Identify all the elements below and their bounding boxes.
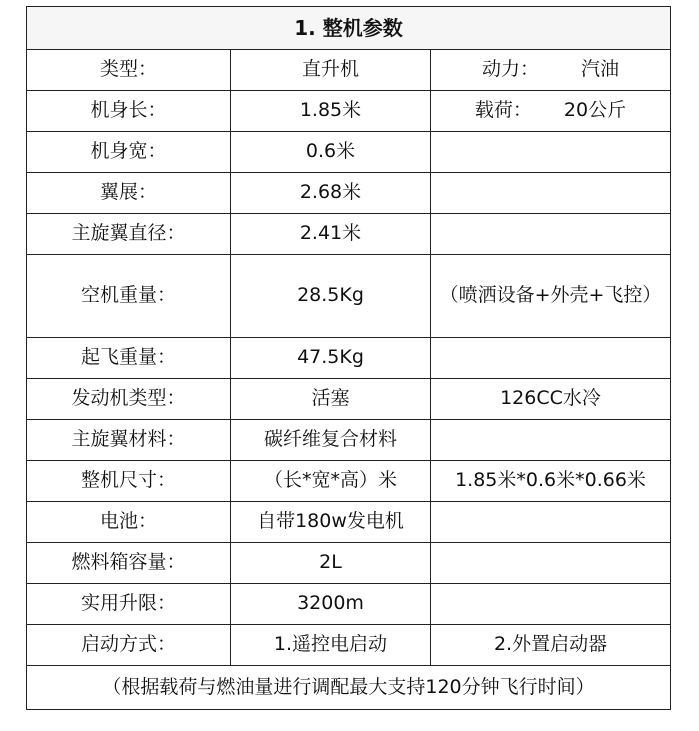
row-extra bbox=[431, 584, 671, 625]
row-label: 类型： bbox=[27, 50, 231, 91]
table-row bbox=[27, 91, 671, 132]
row-label: 整机尺寸： bbox=[27, 461, 231, 502]
payload-label: 载荷： bbox=[474, 99, 532, 122]
row-value: 2L bbox=[231, 543, 431, 584]
row-label: 启动方式： bbox=[27, 625, 231, 666]
row-extra: 2.外置启动器 bbox=[431, 625, 671, 666]
row-label: 发动机类型： bbox=[27, 379, 231, 420]
row-value: 2.41米 bbox=[231, 214, 431, 255]
table-row bbox=[27, 50, 671, 91]
table-row bbox=[27, 502, 671, 543]
power-value: 汽油 bbox=[581, 58, 620, 81]
table-row bbox=[27, 379, 671, 420]
payload-value: 20公斤 bbox=[563, 99, 627, 122]
table-row bbox=[27, 625, 671, 666]
table-row bbox=[27, 338, 671, 379]
row-value: 碳纤维复合材料 bbox=[231, 420, 431, 461]
table-row bbox=[27, 461, 671, 502]
table-row bbox=[27, 214, 671, 255]
table-row bbox=[27, 584, 671, 625]
row-extra: 126CC水冷 bbox=[431, 379, 671, 420]
row-extra: （喷洒设备+外壳+飞控） bbox=[431, 255, 671, 338]
row-label: 翼展： bbox=[27, 173, 231, 214]
row-extra bbox=[431, 214, 671, 255]
table-row bbox=[27, 543, 671, 584]
row-extra bbox=[431, 502, 671, 543]
row-extra bbox=[431, 173, 671, 214]
table-row bbox=[27, 255, 671, 338]
row-label: 机身宽： bbox=[27, 132, 231, 173]
table-row bbox=[27, 420, 671, 461]
row-value: 1.遥控电启动 bbox=[231, 625, 431, 666]
power-label: 动力： bbox=[481, 58, 539, 81]
row-value: 0.6米 bbox=[231, 132, 431, 173]
spec-table bbox=[26, 6, 671, 710]
row-extra bbox=[431, 420, 671, 461]
row-value: 28.5Kg bbox=[231, 255, 431, 338]
row-value: 1.85米 bbox=[231, 91, 431, 132]
row-extra bbox=[431, 543, 671, 584]
row-extra: 1.85米*0.6米*0.66米 bbox=[431, 461, 671, 502]
row-extra bbox=[431, 132, 671, 173]
row-extra bbox=[431, 338, 671, 379]
row-value: 47.5Kg bbox=[231, 338, 431, 379]
row-label: 燃料箱容量： bbox=[27, 543, 231, 584]
row-label: 空机重量： bbox=[27, 255, 231, 338]
row-value: 活塞 bbox=[231, 379, 431, 420]
row-value: 自带180w发电机 bbox=[231, 502, 431, 543]
row-value: 直升机 bbox=[231, 50, 431, 91]
row-label: 主旋翼材料： bbox=[27, 420, 231, 461]
footnote: （根据载荷与燃油量进行调配最大支持120分钟飞行时间） bbox=[27, 666, 671, 710]
row-label: 主旋翼直径： bbox=[27, 214, 231, 255]
row-value: （长*宽*高）米 bbox=[231, 461, 431, 502]
row-label: 电池： bbox=[27, 502, 231, 543]
row-label: 起飞重量： bbox=[27, 338, 231, 379]
row-extra bbox=[431, 50, 671, 91]
table-row bbox=[27, 132, 671, 173]
table-row bbox=[27, 173, 671, 214]
row-extra bbox=[431, 91, 671, 132]
table-footnote-row bbox=[27, 666, 671, 710]
row-value: 3200m bbox=[231, 584, 431, 625]
row-label: 实用升限： bbox=[27, 584, 231, 625]
row-value: 2.68米 bbox=[231, 173, 431, 214]
row-label: 机身长： bbox=[27, 91, 231, 132]
table-title: 1. 整机参数 bbox=[27, 7, 671, 50]
